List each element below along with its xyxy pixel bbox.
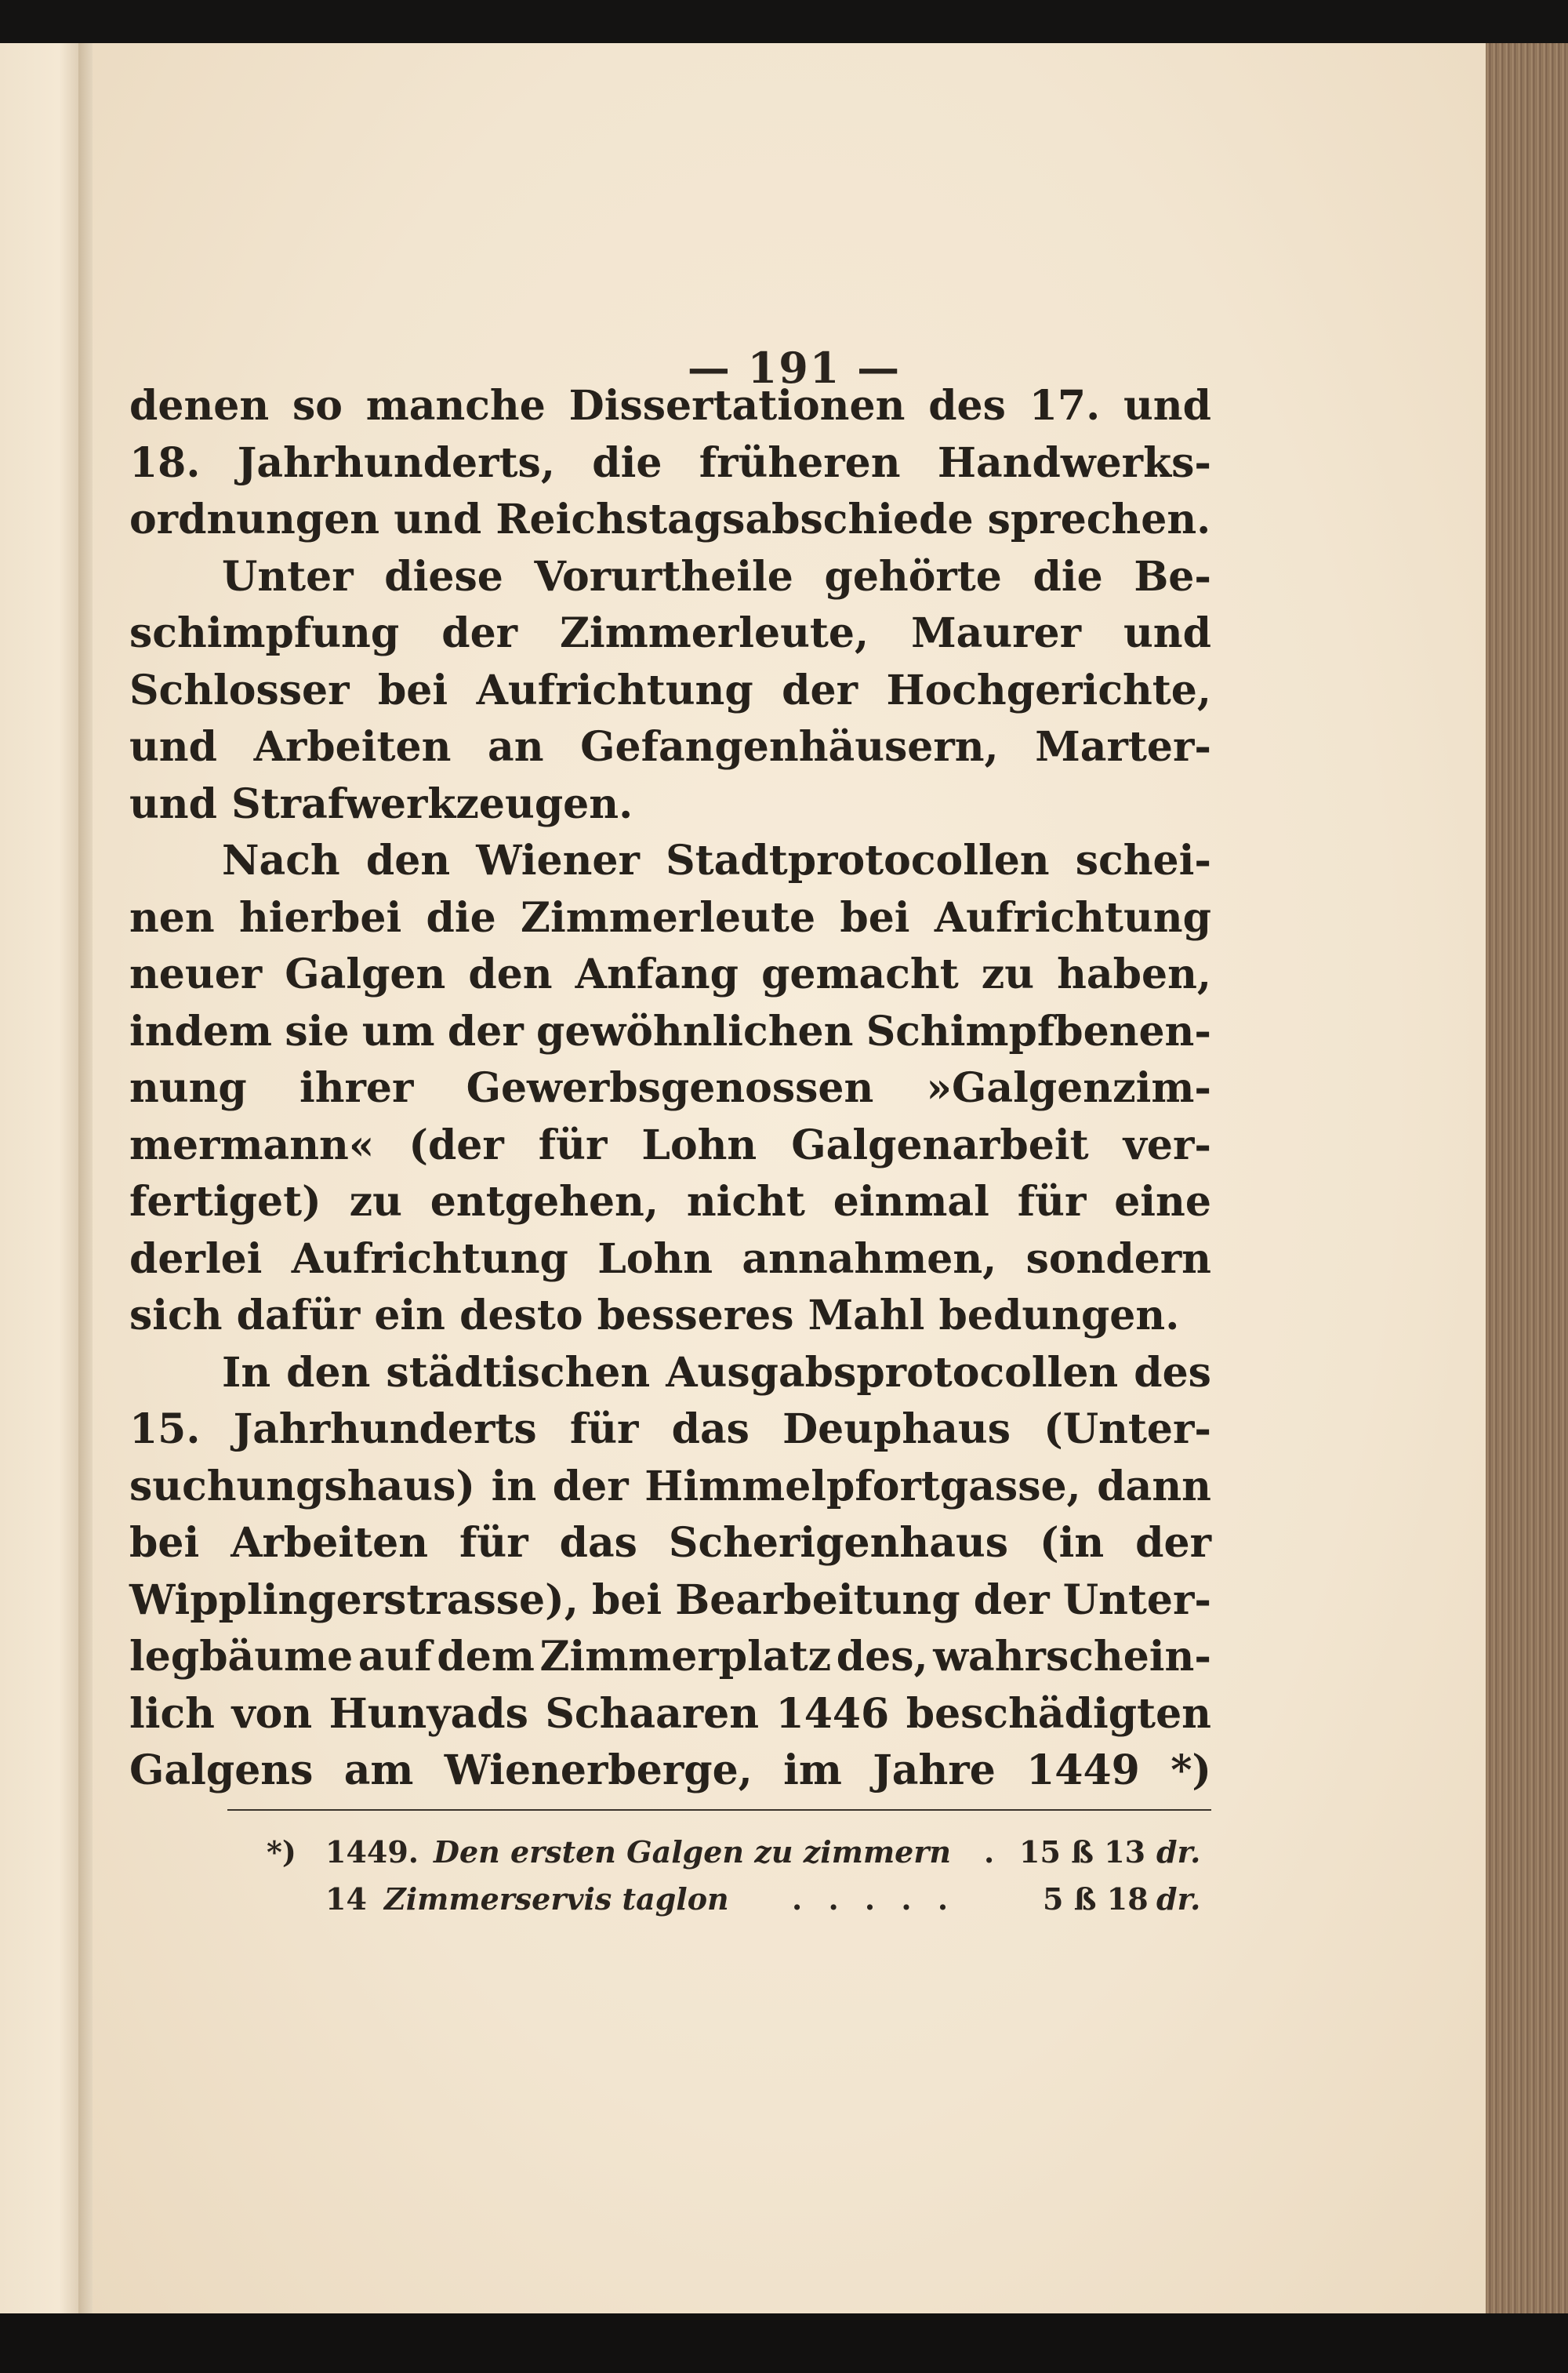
text-line: Unter diese Vorurtheile gehörte die Be- <box>222 552 1211 601</box>
text-line: Schlosser bei Aufrichtung der Hochgerichte, <box>129 666 1211 714</box>
text-line: nung ihrer Gewerbsgenossen »Galgenzim- <box>129 1064 1211 1112</box>
footnote-item: Zimmerservis taglon <box>384 1881 729 1917</box>
footnote-item: Den ersten Galgen zu zimmern <box>434 1834 951 1870</box>
text-line: indem sie um der gewöhnlichen Schimpfbenen- <box>129 1007 1211 1056</box>
text-line: mermann« (der für Lohn Galgenarbeit ver- <box>129 1121 1211 1169</box>
scan-bottom-border <box>0 2313 1568 2373</box>
text-line: 15. Jahrhunderts für das Deuphaus (Unter- <box>129 1405 1211 1453</box>
footnote-dot: . <box>984 1834 995 1870</box>
footnote-year: 1449. <box>325 1834 419 1870</box>
facing-page-edge <box>0 43 85 2317</box>
footnote-mark: *) <box>267 1834 296 1870</box>
page-block-edge <box>1486 43 1568 2317</box>
text-line: bei Arbeiten für das Scherigenhaus (in der <box>129 1519 1211 1567</box>
text-line: neuer Galgen den Anfang gemacht zu haben, <box>129 950 1211 998</box>
text-line: suchungshaus) in der Himmelpfortgasse, dann <box>129 1462 1211 1510</box>
footnote-count: 14 <box>325 1881 367 1917</box>
text-line: lich von Hunyads Schaaren 1446 beschädigten <box>129 1689 1211 1738</box>
text-line: schimpfung der Zimmerleute, Maurer und <box>129 609 1211 657</box>
footnote-unit: dr. <box>1156 1834 1201 1870</box>
text-line: 18. Jahrhunderts, die früheren Handwerks- <box>129 438 1211 487</box>
footnote-unit: dr. <box>1156 1881 1201 1917</box>
text-line: fertiget) zu entgehen, nicht einmal für eine <box>129 1178 1211 1226</box>
footnote-amount: 5 ß 18 <box>1043 1881 1149 1917</box>
text-line: und Arbeiten an Gefangenhäusern, Marter- <box>129 723 1211 771</box>
text-line: sich dafür ein desto besseres Mahl bedungen. <box>129 1292 1180 1339</box>
text-line: ordnungen und Reichstagsabschiede sprechen. <box>129 496 1211 543</box>
text-line: Wipplingerstrasse), bei Bearbeitung der Unter- <box>129 1575 1211 1624</box>
text-line: Galgens am Wienerberge, im Jahre 1449 *) <box>129 1746 1211 1794</box>
text-line: Nach den Wiener Stadtprotocollen schei- <box>222 837 1211 885</box>
text-line: denen so manche Dissertationen des 17. und <box>129 382 1211 430</box>
text-line: In den städtischen Ausgabsprotocollen des <box>222 1348 1211 1397</box>
text-line: derlei Aufrichtung Lohn annahmen, sondern <box>129 1234 1211 1283</box>
footnote-leader-dots: . . . . . <box>792 1881 956 1917</box>
text-line: und Strafwerkzeugen. <box>129 779 633 828</box>
scan-top-border <box>0 0 1568 47</box>
text-line: legbäume auf dem Zimmerplatz des, wahrschein- <box>129 1633 1211 1681</box>
text-line: nen hierbei die Zimmerleute bei Aufrichtung <box>129 893 1211 942</box>
footnote-rule <box>227 1809 1211 1811</box>
page-number: — 191 — <box>687 343 902 393</box>
footnote-amount: 15 ß 13 <box>1019 1834 1146 1870</box>
body-text <box>129 378 1211 1800</box>
